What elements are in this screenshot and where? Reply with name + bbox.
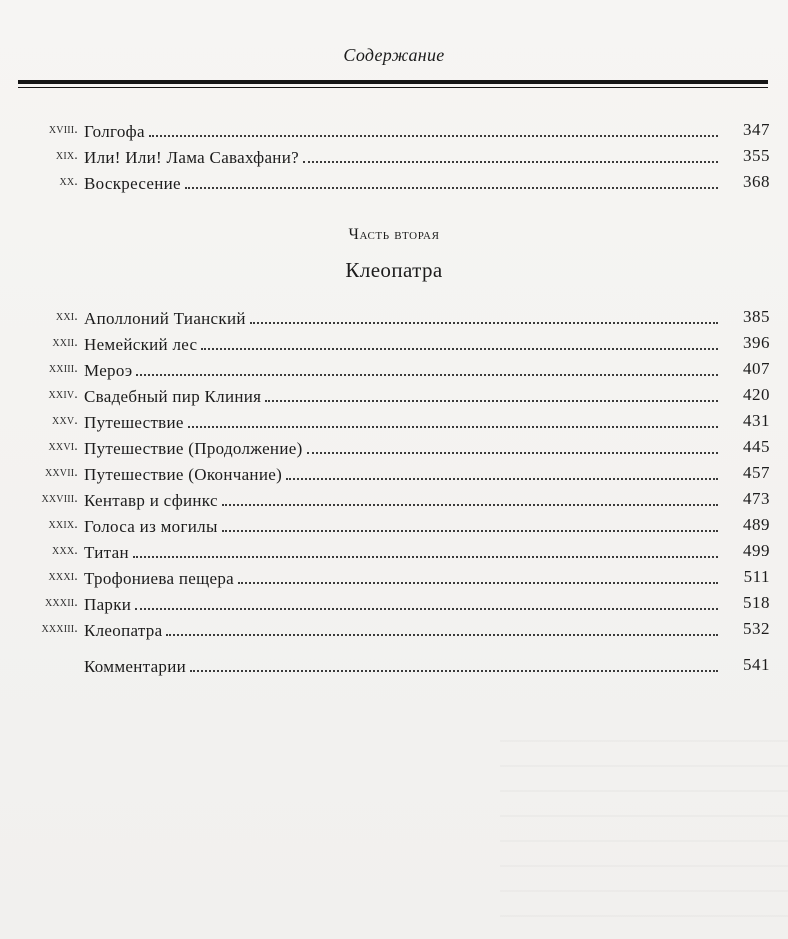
page-number: 518 — [743, 593, 770, 612]
chapter-number: xix. — [55, 148, 78, 163]
part-title: Клеопатра — [345, 258, 443, 282]
chapter-number: xxxi. — [48, 569, 78, 584]
toc-entry — [0, 143, 770, 169]
chapter-number: xxi. — [55, 309, 78, 324]
chapter-number: xxvi. — [48, 439, 78, 454]
chapter-number: xxix. — [48, 517, 78, 532]
toc-entry — [0, 382, 770, 408]
commentary-title: Комментарии — [84, 657, 187, 676]
toc-entry — [0, 538, 770, 564]
chapter-number: xx. — [59, 174, 78, 189]
toc-entry — [0, 460, 770, 486]
dot-leader — [135, 590, 718, 610]
chapter-title: Путешествие — [84, 413, 184, 432]
toc-entry — [0, 304, 770, 330]
chapter-title: Парки — [84, 595, 132, 614]
dot-leader — [201, 330, 718, 350]
chapter-title: Воскресение — [84, 174, 181, 193]
page-number: 385 — [743, 307, 770, 326]
header-rule-thin — [18, 87, 768, 88]
dot-leader — [222, 512, 718, 532]
chapter-number: xxiv. — [48, 387, 78, 402]
toc-entry — [0, 616, 770, 642]
page-number: 420 — [743, 385, 770, 404]
page-number: 541 — [743, 655, 770, 674]
page-number: 489 — [743, 515, 770, 534]
chapter-number: xviii. — [48, 122, 78, 137]
chapter-title: Путешествие (Окончание) — [84, 465, 283, 484]
dot-leader — [149, 117, 718, 137]
page-number: 431 — [743, 411, 770, 430]
toc-entry — [0, 330, 770, 356]
toc-entry — [0, 356, 770, 382]
toc-entry — [0, 434, 770, 460]
toc-entry — [0, 590, 770, 616]
chapter-title: Путешествие (Продолжение) — [84, 439, 303, 458]
chapter-title: Немейский лес — [84, 335, 198, 354]
chapter-title: Кентавр и сфинкс — [84, 491, 218, 510]
page-number: 473 — [743, 489, 770, 508]
toc-entry — [0, 486, 770, 512]
chapter-title: Титан — [84, 543, 129, 562]
chapter-title: Трофониева пещера — [84, 569, 235, 588]
dot-leader — [136, 356, 718, 376]
chapter-number: xxv. — [52, 413, 78, 428]
dot-leader — [188, 408, 718, 428]
chapter-title: Мероэ — [84, 361, 133, 380]
toc-entry — [0, 512, 770, 538]
chapter-number: xxx. — [52, 543, 78, 558]
dot-leader — [250, 304, 718, 324]
show-through-texture — [500, 740, 788, 939]
chapter-number: xxiii. — [48, 361, 78, 376]
header-rule-thick — [18, 80, 768, 84]
dot-leader — [133, 538, 718, 558]
page-number: 499 — [743, 541, 770, 560]
page-number: 347 — [743, 120, 770, 139]
dot-leader — [190, 652, 718, 672]
page-number: 445 — [743, 437, 770, 456]
toc-entry — [0, 117, 770, 143]
page-number: 532 — [743, 619, 770, 638]
chapter-title: Голгофа — [84, 122, 145, 141]
dot-leader — [286, 460, 718, 480]
dot-leader — [185, 169, 718, 189]
chapter-number: xxvii. — [44, 465, 78, 480]
chapter-number: xxii. — [52, 335, 78, 350]
dot-leader — [238, 564, 718, 584]
running-head: Содержание — [343, 45, 445, 65]
page-number: 457 — [743, 463, 770, 482]
toc-entry — [0, 564, 770, 590]
chapter-title: Аполлоний Тианский — [84, 309, 246, 328]
dot-leader — [307, 434, 718, 454]
toc-entry — [0, 408, 770, 434]
dot-leader — [303, 143, 718, 163]
chapter-title: Голоса из могилы — [84, 517, 218, 536]
dot-leader — [166, 616, 718, 636]
page-number: 368 — [743, 172, 770, 191]
chapter-title: Клеопатра — [84, 621, 163, 640]
page-number: 511 — [743, 567, 770, 586]
page-number: 355 — [743, 146, 770, 165]
page-number: 396 — [743, 333, 770, 352]
chapter-number: xxxii. — [44, 595, 78, 610]
page-number: 407 — [743, 359, 770, 378]
part-label: Часть вторая — [348, 226, 440, 243]
dot-leader — [222, 486, 718, 506]
chapter-number: xxviii. — [41, 491, 78, 506]
chapter-number: xxxiii. — [41, 621, 78, 636]
chapter-title: Или! Или! Лама Савахфани? — [84, 148, 299, 167]
chapter-title: Свадебный пир Клиния — [84, 387, 262, 406]
dot-leader — [265, 382, 718, 402]
toc-entry — [0, 169, 770, 195]
toc-entry-commentary — [0, 652, 770, 678]
